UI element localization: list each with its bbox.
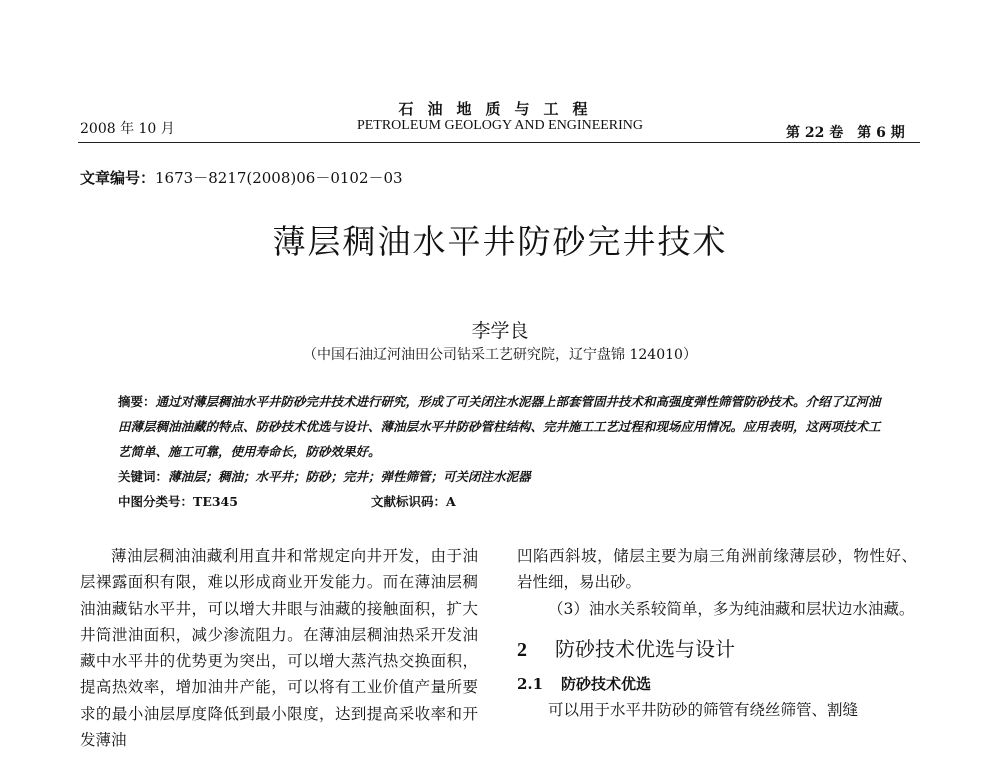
document-code-label: 文献标识码：	[371, 494, 447, 509]
section-title: 防砂技术优选与设计	[555, 636, 735, 661]
article-number	[80, 167, 403, 188]
classification-number	[118, 492, 238, 510]
article-number-label: 文章编号：	[80, 169, 156, 187]
classification-label: 中图分类号：	[118, 494, 194, 509]
header-rule	[78, 142, 920, 143]
body-column-left	[80, 543, 478, 753]
body-paragraph-screens: 可以用于水平井防砂的筛管有绕丝筛管、割缝	[548, 701, 859, 720]
section-number: 2	[517, 638, 527, 661]
affiliation: （中国石油辽河油田公司钻采工艺研究院，辽宁盘锦 124010）	[303, 347, 697, 363]
abstract-text: 通过对薄层稠油水平井防砂完井技术进行研究，形成了可关闭注水泥器上部套管固井技术和高强度弹性筛管防砂技术。介绍了辽河油田薄层稠油油藏的特点、防砂技术优选与设计、薄油层水平井防砂管柱结构、完井施工工艺过程和现场应用情况。应用表明，这两项技术工艺简单、施工可靠，使用寿命长，防砂效果好。	[118, 394, 881, 459]
issue-date: 2008 年 10 月	[80, 121, 175, 137]
paper-title: 薄层稠油水平井防砂完井技术	[272, 222, 728, 261]
body-paragraph-continued: 凹陷西斜坡，储层主要为扇三角洲前缘薄层砂，物性好、岩性细，易出砂。	[517, 547, 917, 592]
classification-value: TE345	[193, 494, 238, 509]
subsection-number: 2.1	[517, 675, 544, 694]
abstract-label: 摘要：	[118, 394, 156, 409]
subsection-title: 防砂技术优选	[561, 675, 652, 694]
author: 李学良	[471, 320, 529, 342]
keywords-text: 薄油层；稠油；水平井；防砂；完井；弹性筛管；可关闭注水泥器	[168, 469, 531, 484]
journal-title-cn: 石油地质与工程	[398, 100, 602, 118]
keywords-label: 关键词：	[118, 469, 169, 484]
body-paragraph: 薄油层稠油油藏利用直井和常规定向井开发，由于油层裸露面积有限，难以形成商业开发能力。而在薄油层稠油油藏钻水平井，可以增大井眼与油藏的接触面积，扩大井筒泄油面积，减少渗流阻力。在薄油层稠油热采开发油藏中水平井的优势更为突出，可以增大蒸汽热交换面积，提高热效率，增加油井产能，可以将有工业价值产量所要求的最小油层厚度降低到最小限度，达到提高采收率和开发薄油	[80, 547, 478, 750]
abstract	[118, 389, 883, 464]
volume-issue: 第 22 卷 第 6 期	[786, 125, 905, 141]
document-code	[371, 492, 456, 510]
body-paragraph-oil-water: （3）油水关系较简单，多为纯油藏和层状边水油藏。	[548, 599, 915, 618]
subsection-heading-2-1	[517, 671, 917, 697]
article-number-value: 1673－8217(2008)06－0102－03	[155, 169, 403, 187]
document-code-value: A	[446, 494, 456, 509]
section-heading-2	[517, 636, 917, 663]
body-column-right	[517, 543, 917, 724]
journal-title-en: PETROLEUM GEOLOGY AND ENGINEERING	[356, 118, 644, 133]
keywords	[118, 467, 531, 485]
